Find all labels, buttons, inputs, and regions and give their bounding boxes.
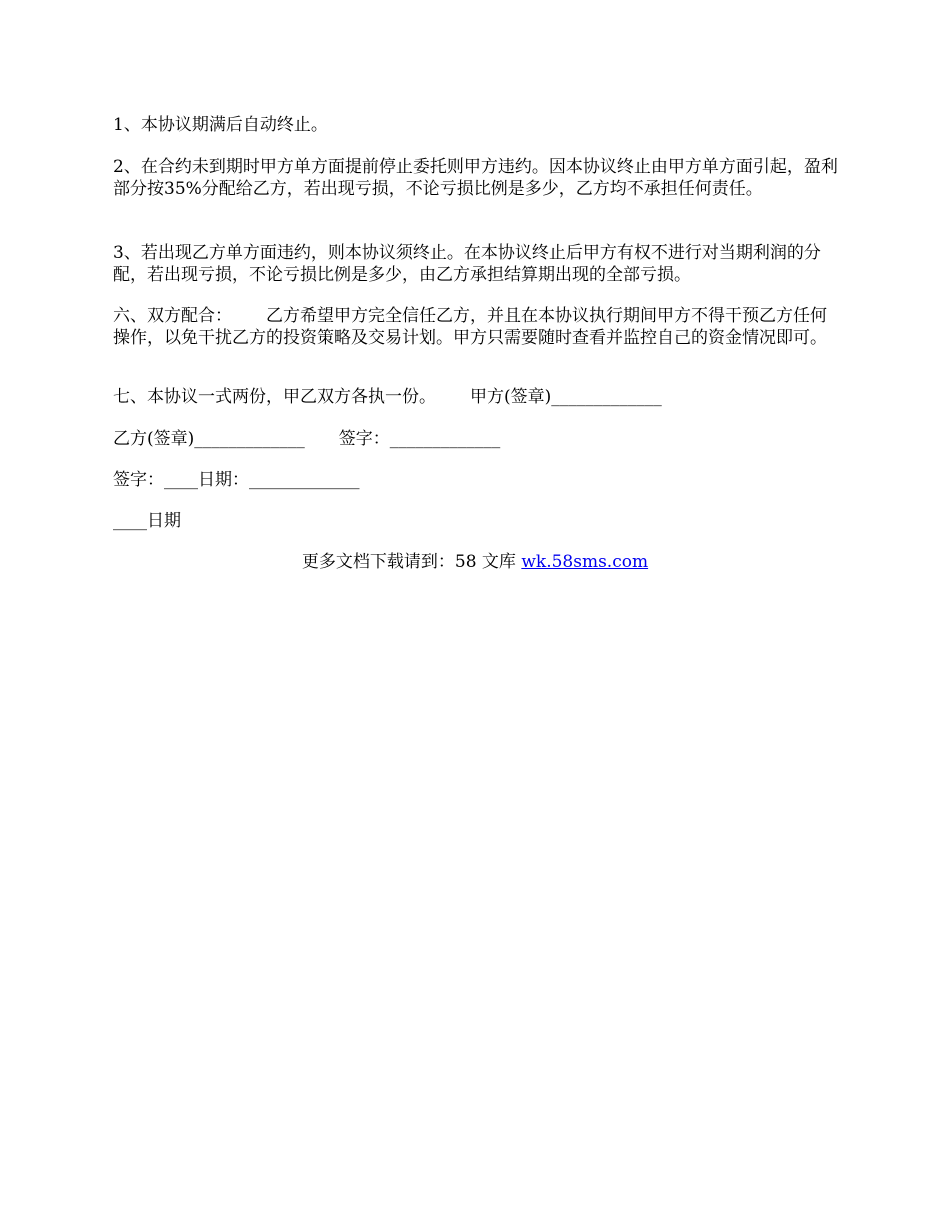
- party-b-signature: 乙方(签章)_____________: [113, 429, 305, 449]
- signature-date-text: 签字：____日期：_____________: [113, 470, 360, 490]
- party-a-signature: 甲方(签章)_____________: [470, 387, 662, 407]
- section-7: [113, 386, 840, 408]
- clause-1: [113, 114, 840, 136]
- section-6-heading: 六、双方配合：: [113, 306, 232, 326]
- signature-field: 签字：_____________: [338, 429, 501, 449]
- clause-1-text: 1、本协议期满后自动终止。: [113, 115, 328, 135]
- clause-3: [113, 242, 840, 286]
- clause-2: [113, 156, 840, 200]
- date-line-text: ____日期: [113, 511, 181, 531]
- party-b-line: [113, 428, 840, 450]
- footer-text: 更多文档下载请到：58 文库: [301, 552, 522, 572]
- footer: [0, 551, 950, 573]
- date-line: [113, 510, 840, 532]
- section-6-body: 乙方希望甲方完全信任乙方，并且在本协议执行期间甲方不得干预乙方任何操作，以免干扰乙方的投资策略及交易计划。甲方只需要随时查看并监控自己的资金情况即可。: [113, 306, 827, 348]
- footer-link[interactable]: wk.58sms.com: [521, 552, 649, 572]
- section-6: [113, 305, 840, 349]
- signature-date-line: [113, 469, 840, 491]
- section-7-text: 七、本协议一式两份，甲乙双方各执一份。: [113, 387, 436, 407]
- clause-3-text: 3、若出现乙方单方面违约，则本协议须终止。在本协议终止后甲方有权不进行对当期利润的分配，若出现亏损，不论亏损比例是多少，由乙方承担结算期出现的全部亏损。: [113, 243, 821, 285]
- clause-2-text: 2、在合约未到期时甲方单方面提前停止委托则甲方违约。因本协议终止由甲方单方面引起，盈利部分按35%分配给乙方，若出现亏损，不论亏损比例是多少，乙方均不承担任何责任。: [113, 157, 838, 199]
